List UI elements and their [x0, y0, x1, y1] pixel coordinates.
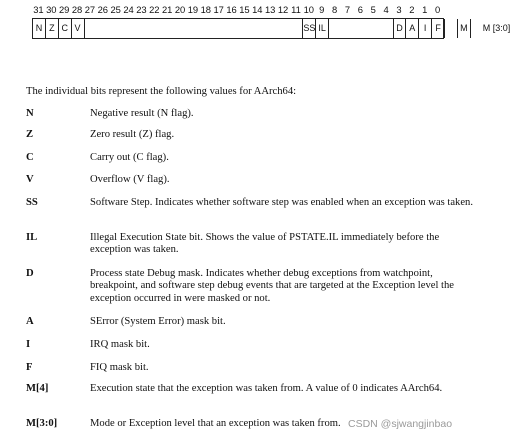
bit-number: 31: [33, 4, 44, 15]
definition-term: M[3:0]: [26, 418, 58, 429]
definition-description: FIQ mask bit.: [90, 362, 149, 373]
field-c: C: [59, 19, 72, 38]
bit-number: 2: [409, 4, 415, 15]
definition-description: Execution state that the exception was taken from. A value of 0 indicates AArch64.: [90, 383, 443, 394]
field-f: F: [432, 19, 445, 38]
bit-number: 12: [277, 4, 289, 15]
field-reserved-3: [445, 19, 458, 38]
field-v: V: [72, 19, 85, 38]
watermark: CSDN @sjwangjinbao: [348, 418, 453, 430]
bit-number: 16: [226, 4, 237, 15]
bit-number: 27: [84, 4, 96, 15]
field-il: IL: [316, 19, 329, 38]
definition-term: V: [26, 174, 34, 185]
definition-description: Process state Debug mask. Indicates whether debug exceptions from watchpoint, breakpoint, and software step debug events that are targeted at the Exception level the exception occurred in were masked or not.: [90, 268, 454, 304]
bit-number: 14: [252, 4, 263, 15]
definition-term: I: [26, 339, 31, 350]
definition-description: Mode or Exception level that an exception was taken from.: [90, 418, 341, 429]
definition-term: D: [26, 268, 34, 279]
definition-term: SS: [26, 197, 38, 208]
definition-description: IRQ mask bit.: [90, 339, 150, 350]
definition-term: Z: [26, 129, 34, 140]
register-field-row: [32, 18, 511, 39]
definition-term: A: [26, 316, 34, 327]
bit-number: 9: [319, 4, 325, 15]
definition-description: Negative result (N flag).: [90, 108, 194, 119]
bit-number: 6: [357, 4, 363, 15]
bit-number: 19: [187, 4, 199, 15]
bit-number: 23: [136, 4, 147, 15]
field-d: D: [394, 19, 407, 38]
bit-number: 18: [200, 4, 212, 15]
definition-term: C: [26, 152, 34, 163]
bit-number: 25: [110, 4, 121, 15]
bit-number: 21: [161, 4, 173, 15]
field-reserved-2: [329, 19, 393, 38]
bit-number: 3: [396, 4, 402, 15]
bit-number-row: [32, 4, 444, 18]
bit-number: 10: [303, 4, 315, 15]
bit-number: 28: [71, 4, 83, 15]
definition-description: SError (System Error) mask bit.: [90, 316, 226, 327]
bit-number: 4: [383, 4, 389, 15]
bit-number: 5: [370, 4, 376, 15]
bit-number: 20: [174, 4, 186, 15]
field-ss: SS: [303, 19, 316, 38]
bit-number: 15: [239, 4, 250, 15]
definition-term: IL: [26, 232, 38, 243]
definition-description: Overflow (V flag).: [90, 174, 170, 185]
field-z: Z: [46, 19, 59, 38]
intro-text: The individual bits represent the following values for AArch64:: [26, 86, 297, 97]
field-i: I: [419, 19, 432, 38]
bit-number: 24: [123, 4, 134, 15]
field-m3-0: M [3:0]: [482, 23, 511, 33]
bit-number: 29: [58, 4, 70, 15]
bit-number: 26: [97, 4, 109, 15]
bit-number: 30: [46, 4, 57, 15]
definition-term: F: [26, 362, 33, 373]
definition-description: Software Step. Indicates whether software step was enabled when an exception was taken.: [90, 197, 474, 208]
bit-number: 13: [264, 4, 276, 15]
bit-number: 7: [344, 4, 351, 15]
field-m4: M: [458, 19, 471, 38]
definition-term: M[4]: [26, 383, 49, 394]
bit-number: 22: [149, 4, 160, 15]
definition-term: N: [26, 108, 34, 119]
definition-description: Zero result (Z) flag.: [90, 129, 175, 140]
field-reserved-1: [85, 19, 304, 38]
bit-number: 0: [434, 4, 441, 15]
field-n: N: [33, 19, 46, 38]
register-diagram: [32, 4, 511, 39]
definition-description: Carry out (C flag).: [90, 152, 169, 163]
bit-number: 8: [331, 4, 338, 15]
bit-number: 11: [291, 4, 301, 15]
field-a: A: [406, 19, 419, 38]
bit-number: 1: [422, 4, 428, 15]
bit-number: 17: [213, 4, 224, 15]
definition-description: Illegal Execution State bit. Shows the value of PSTATE.IL immediately before the exception was taken.: [90, 232, 440, 256]
